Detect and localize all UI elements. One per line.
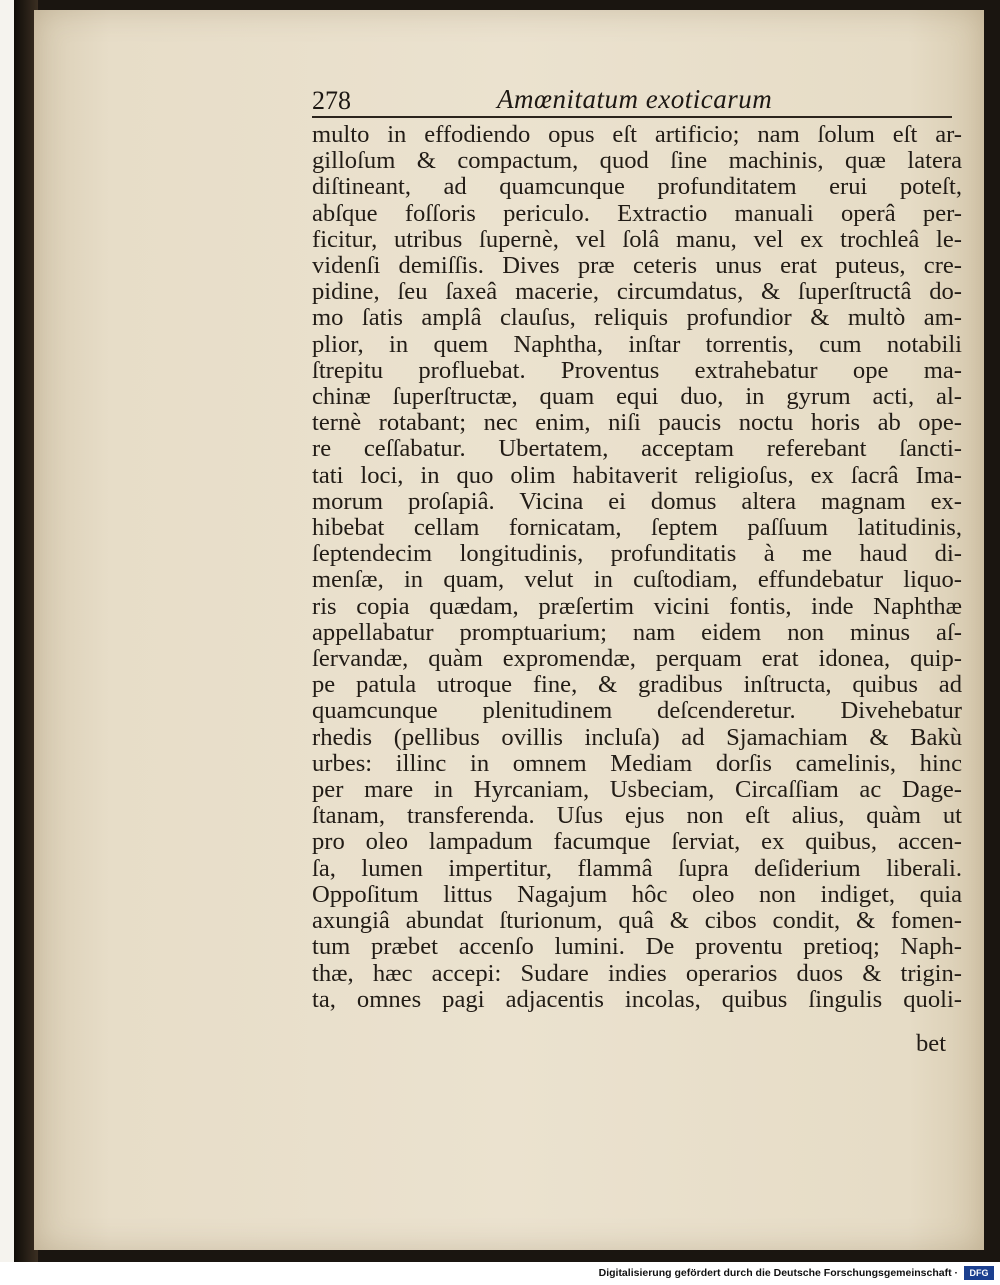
text-line: thæ, hæc accepi: Sudare indies operarios duos & trigin- bbox=[312, 959, 962, 987]
catchword: bet bbox=[916, 1030, 947, 1057]
text-line: appellabatur promptuarium; nam eidem non minus aſ- bbox=[312, 618, 962, 646]
text-line: ternè rotabant; nec enim, niſi paucis noctu horis ab ope- bbox=[312, 409, 962, 437]
text-line: tum præbet accenſo lumini. De proventu pretioq; Naph- bbox=[312, 933, 962, 961]
text-line: ſtrepitu profluebat. Proventus extrahebatur ope ma- bbox=[312, 356, 962, 384]
text-line: abſque foſſoris periculo. Extractio manuali operâ per- bbox=[312, 199, 962, 227]
text-line: ris copia quædam, præſertim vicini fontis, inde Naphthæ bbox=[312, 592, 962, 620]
text-line: gilloſum & compactum, quod ſine machinis, quæ latera bbox=[312, 147, 962, 175]
text-line: ſeptendecim longitudinis, profunditatis à me haud di- bbox=[312, 540, 962, 568]
body-text bbox=[312, 122, 962, 1013]
text-line: rhedis (pellibus ovillis incluſa) ad Sjamachiam & Bakù bbox=[312, 723, 962, 751]
text-line: pidine, ſeu ſaxeâ macerie, circumdatus, & ſuperſtructâ do- bbox=[312, 278, 962, 306]
text-line: menſæ, in quam, velut in cuſtodiam, effundebatur liquo- bbox=[312, 566, 962, 594]
text-line: tati loci, in quo olim habitaverit religioſus, ex ſacrâ Ima- bbox=[312, 461, 962, 489]
footer-bar bbox=[0, 1262, 1000, 1285]
text-line: Oppoſitum littus Nagajum hôc oleo non indiget, quia bbox=[312, 880, 962, 908]
dfg-logo: DFG bbox=[964, 1266, 994, 1280]
text-line: ſervandæ, quàm expromendæ, perquam erat idonea, quip- bbox=[312, 645, 962, 673]
text-line: multo in effodiendo opus eſt artificio; nam ſolum eſt ar- bbox=[312, 121, 962, 148]
text-line: pro oleo lampadum facumque ſerviat, ex quibus, accen- bbox=[312, 828, 962, 856]
digitization-credit: Digitalisierung gefördert durch die Deutsche Forschungsgemeinschaft · bbox=[598, 1267, 958, 1279]
text-line: chinæ ſuperſtructæ, quam equi duo, in gyrum acti, al- bbox=[312, 383, 962, 411]
text-line: ficitur, utribus ſupernè, vel ſolâ manu, vel ex trochleâ le- bbox=[312, 225, 962, 253]
page-number: 278 bbox=[312, 86, 351, 115]
text-line: ſa, lumen impertitur, flammâ ſupra deſiderium liberali. bbox=[312, 854, 962, 882]
text-line: urbes: illinc in omnem Mediam dorſis camelinis, hinc bbox=[312, 749, 962, 777]
text-line: pe patula utroque fine, & gradibus inſtructa, quibus ad bbox=[312, 671, 962, 699]
text-line: axungiâ abundat ſturionum, quâ & cibos condit, & fomen- bbox=[312, 907, 962, 935]
text-line: ſtanam, transferenda. Uſus ejus non eſt alius, quàm ut bbox=[312, 802, 962, 830]
page-header bbox=[312, 80, 952, 120]
running-title: Amœnitatum exoticarum bbox=[497, 84, 773, 114]
text-line: mo ſatis amplâ clauſus, reliquis profundior & multò am- bbox=[312, 304, 962, 332]
text-line: morum proſapiâ. Vicina ei domus altera magnam ex- bbox=[312, 487, 962, 515]
text-line: videnſi demiſſis. Dives præ ceteris unus erat puteus, cre- bbox=[312, 252, 962, 280]
text-line: diſtineant, ad quamcunque profunditatem erui poteſt, bbox=[312, 173, 962, 201]
text-line: re ceſſabatur. Ubertatem, acceptam referebant ſancti- bbox=[312, 435, 962, 463]
text-line: ta, omnes pagi adjacentis incolas, quibus ſingulis quoli- bbox=[312, 985, 962, 1013]
header-rule bbox=[312, 116, 952, 118]
text-line: per mare in Hyrcaniam, Usbeciam, Circaſſiam ac Dage- bbox=[312, 776, 962, 804]
text-line: hibebat cellam fornicatam, ſeptem paſſuum latitudinis, bbox=[312, 514, 962, 542]
text-line: quamcunque plenitudinem deſcenderetur. Divehebatur bbox=[312, 697, 962, 725]
text-line: plior, in quem Naphtha, inſtar torrentis, cum notabili bbox=[312, 330, 962, 358]
